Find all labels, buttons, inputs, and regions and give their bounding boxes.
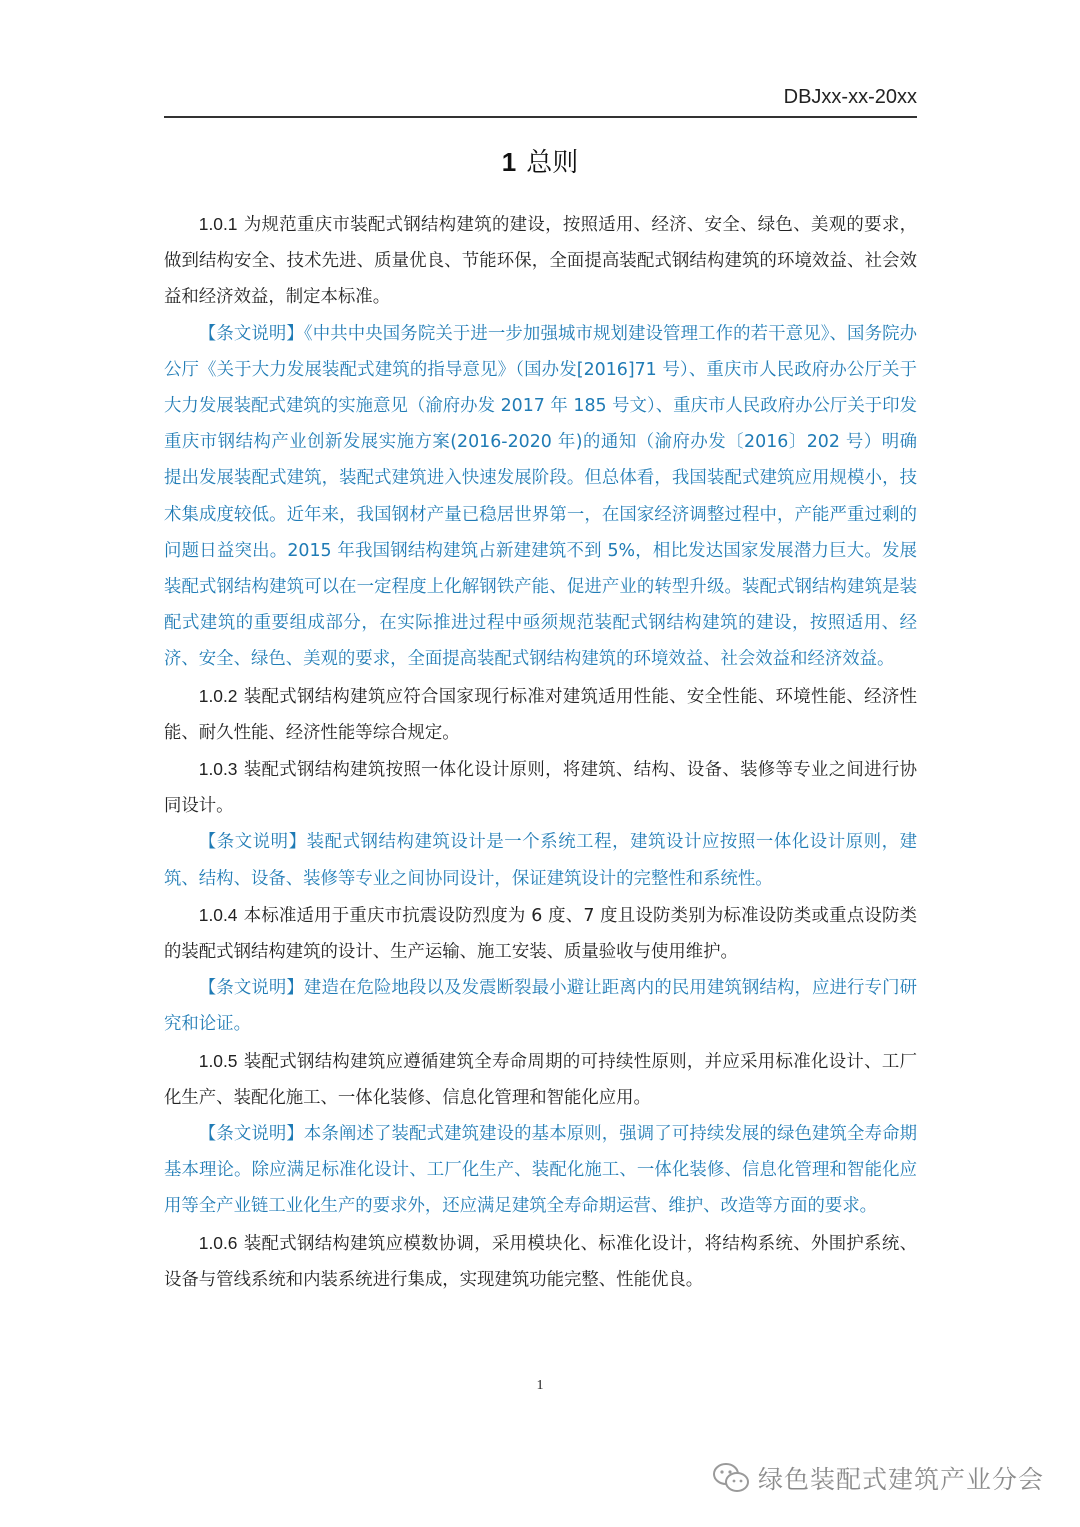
note-tag: 【条文说明】 <box>198 323 304 344</box>
note-paragraph <box>164 316 917 678</box>
document-body <box>164 206 917 1298</box>
chapter-title-text: 总则 <box>526 148 579 178</box>
note-paragraph <box>164 970 917 1042</box>
clause-text: 装配式钢结构建筑应符合国家现行标准对建筑适用性能、安全性能、环境性能、经济性能、耐久性能、经济性能等综合规定。 <box>164 686 917 743</box>
document-code: DBJxx-xx-20xx <box>783 86 917 108</box>
header-rule <box>164 116 917 118</box>
clause-number: 1.0.1 <box>198 214 238 234</box>
page-number: 1 <box>536 1378 544 1393</box>
clause-number: 1.0.2 <box>198 685 238 706</box>
clause-number: 1.0.5 <box>198 1050 238 1071</box>
wechat-icon <box>712 1462 750 1494</box>
chapter-title <box>0 142 1080 179</box>
clause-paragraph <box>164 678 917 751</box>
clause-text: 装配式钢结构建筑应模数协调，采用模块化、标准化设计，将结构系统、外围护系统、设备与管线系统和内装系统进行集成，实现建筑功能完整、性能优良。 <box>164 1233 917 1290</box>
clause-number: 1.0.4 <box>198 904 238 925</box>
note-tag: 【条文说明】 <box>198 832 307 853</box>
clause-number: 1.0.6 <box>198 1232 238 1253</box>
note-text: 建造在危险地段以及发震断裂最小避让距离内的民用建筑钢结构，应进行专门研究和论证。 <box>164 978 917 1035</box>
note-tag: 【条文说明】 <box>198 1124 304 1145</box>
note-text: 本条阐述了装配式建筑建设的基本原则，强调了可持续发展的绿色建筑全寿命期基本理论。除应满足标准化设计、工厂化生产、装配化施工、一体化装修、信息化管理和智能化应用等全产业链工业化生产的要求外，还应满足建筑全寿命期运营、维护、改造等方面的要求。 <box>164 1124 917 1217</box>
note-paragraph <box>164 824 917 896</box>
watermark <box>712 1460 1044 1496</box>
note-text: 装配式钢结构建筑设计是一个系统工程，建筑设计应按照一体化设计原则，建筑、结构、设备、装修等专业之间协同设计，保证建筑设计的完整性和系统性。 <box>164 832 917 889</box>
clause-paragraph <box>164 751 917 824</box>
clause-text: 本标准适用于重庆市抗震设防烈度为 6 度、7 度且设防类别为标准设防类或重点设防类的装配式钢结构建筑的设计、生产运输、施工安装、质量验收与使用维护。 <box>164 905 917 963</box>
note-paragraph <box>164 1116 917 1225</box>
note-text: 《中共中央国务院关于进一步加强城市规划建设管理工作的若干意见》、国务院办公厅《关于大力发展装配式建筑的指导意见》（国办发[2016]71 号）、重庆市人民政府办公厅关于大力发展装配式建筑的实施意见（渝府办发 2017 年 185 号文）、重庆市人民政府办公厅关于印发重庆市钢结构产业创新发展实施方案(2016-2020 年)的通知（渝府办发〔2016〕202 号）明确提出发展装配式建筑，装配式建筑进入快速发展阶段。但总体看，我国装配式建筑应用规模小，技术集成度较低。近年来，我国钢材产量已稳居世界第一，在国家经济调整过程中，产能严重过剩的问题日益突出。2015 年我国钢结构建筑占新建建筑不到 5%，相比发达国家发展潜力巨大。发展装配式钢结构建筑可以在一定程度上化解钢铁产能、促进产业的转型升级。装配式钢结构建筑是装配式建筑的重要组成部分，在实际推进过程中亟须规范装配式钢结构建筑的建设，按照适用、经济、安全、绿色、美观的要求，全面提高装配式钢结构建筑的环境效益、社会效益和经济效益。 <box>164 323 917 670</box>
clause-paragraph <box>164 1043 917 1116</box>
clause-text: 为规范重庆市装配式钢结构建筑的建设，按照适用、经济、安全、绿色、美观的要求，做到结构安全、技术先进、质量优良、节能环保，全面提高装配式钢结构建筑的环境效益、社会效益和经济效益，制定本标准。 <box>164 215 917 308</box>
chapter-number: 1 <box>501 147 517 177</box>
note-tag: 【条文说明】 <box>198 978 304 999</box>
clause-text: 装配式钢结构建筑按照一体化设计原则，将建筑、结构、设备、装修等专业之间进行协同设计。 <box>164 760 917 817</box>
clause-number: 1.0.3 <box>198 759 238 780</box>
watermark-text: 绿色装配式建筑产业分会 <box>757 1465 1044 1494</box>
clause-paragraph <box>164 897 917 970</box>
clause-text: 装配式钢结构建筑应遵循建筑全寿命周期的可持续性原则，并应采用标准化设计、工厂化生产、装配化施工、一体化装修、信息化管理和智能化应用。 <box>164 1051 917 1108</box>
clause-paragraph <box>164 206 917 316</box>
clause-paragraph <box>164 1225 917 1298</box>
